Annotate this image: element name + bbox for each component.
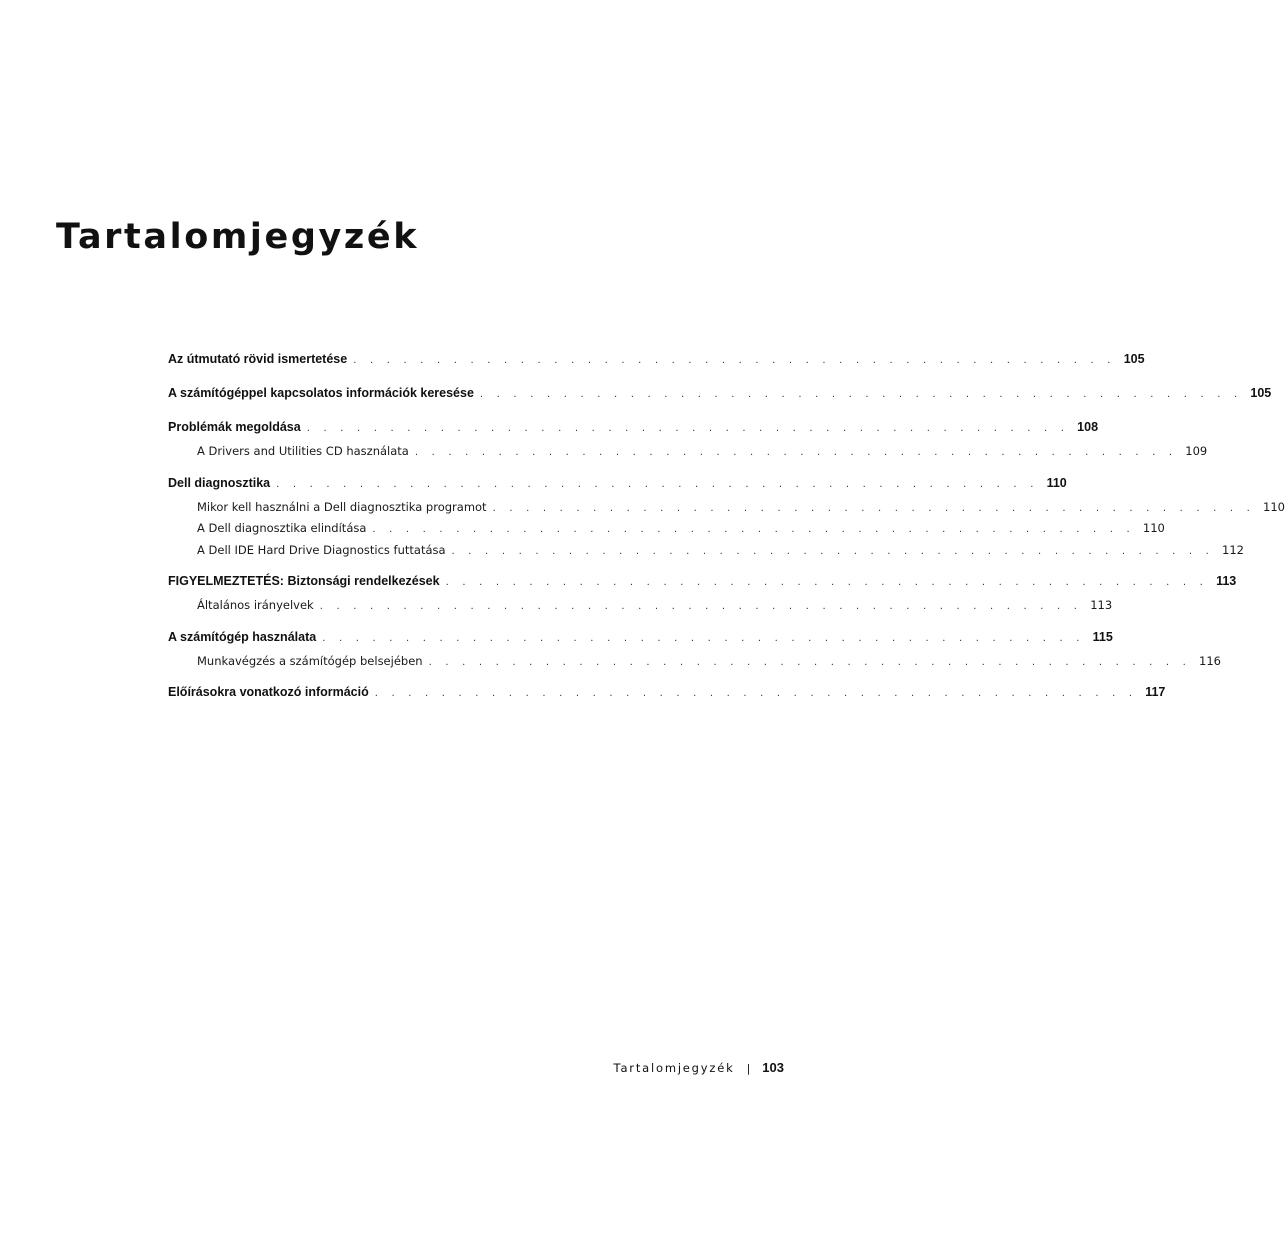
toc-entry-page: 110 xyxy=(1263,499,1285,514)
toc-entry-page: 116 xyxy=(1199,653,1221,668)
page-footer xyxy=(614,1060,784,1075)
toc-dot-leader: . . . . . . . . . . . . . . . . . . . . . . . . . . . . . . . . . . . . . . . . . . . . . . xyxy=(492,502,1256,514)
toc-entry-label: Az útmutató rövid ismertetése xyxy=(168,352,348,366)
toc-dot-leader: . . . . . . . . . . . . . . . . . . . . . . . . . . . . . . . . . . . . . . . . . . . . . . xyxy=(306,423,1070,434)
toc-dot-leader: . . . . . . . . . . . . . . . . . . . . . . . . . . . . . . . . . . . . . . . . . . . . . . xyxy=(276,478,1039,490)
toc-entry-page: 105 xyxy=(1123,352,1145,366)
toc-subentry[interactable] xyxy=(168,499,1285,522)
toc-entry-label: Mikor kell használni a Dell diagnosztika programot xyxy=(197,499,487,514)
toc-entry-page: 113 xyxy=(1216,574,1237,588)
toc-entry[interactable] xyxy=(168,352,1145,376)
toc-dot-leader: . . . . . . . . . . . . . . . . . . . . . . . . . . . . . . . . . . . . . . . . . . . . . . xyxy=(319,601,1083,612)
toc-entry-page: 110 xyxy=(1142,521,1165,535)
footer-title: Tartalomjegyzék xyxy=(613,1061,735,1075)
toc-entry-label: A Dell IDE Hard Drive Diagnostics futtatása xyxy=(197,542,446,557)
toc-entry-label: Problémák megoldása xyxy=(168,420,301,434)
toc-entry-label: A számítógép használata xyxy=(168,629,317,644)
toc-entry-label: Általános irányelvek xyxy=(197,598,314,612)
toc-dot-leader: . . . . . . . . . . . . . . . . . . . . . . . . . . . . . . . . . . . . . . . . . . . . . . xyxy=(414,447,1178,458)
toc-entry-page: 109 xyxy=(1185,444,1208,458)
page-title: Tartalomjegyzék xyxy=(56,217,420,257)
toc-entry[interactable] xyxy=(168,420,1099,444)
toc-entry-label: A számítógéppel kapcsolatos információk keresése xyxy=(168,386,474,400)
toc-dot-leader: . . . . . . . . . . . . . . . . . . . . . . . . . . . . . . . . . . . . . . . . . . . . . . xyxy=(479,389,1243,400)
toc-entry-label: Előírásokra vonatkozó információ xyxy=(168,685,369,699)
toc-subentry[interactable] xyxy=(168,444,1208,466)
toc-entry-label: FIGYELMEZTETÉS: Biztonsági rendelkezések xyxy=(168,574,440,588)
toc-entry[interactable] xyxy=(168,386,1272,410)
toc-dot-leader: . . . . . . . . . . . . . . . . . . . . . . . . . . . . . . . . . . . . . . . . . . . . . . xyxy=(445,577,1209,588)
toc-entry-page: 110 xyxy=(1046,475,1067,490)
footer-page-number: 103 xyxy=(762,1060,784,1075)
toc-dot-leader: . . . . . . . . . . . . . . . . . . . . . . . . . . . . . . . . . . . . . . . . . . . . . . xyxy=(428,656,1192,668)
toc-subentry[interactable] xyxy=(168,598,1113,620)
toc-dot-leader: . . . . . . . . . . . . . . . . . . . . . . . . . . . . . . . . . . . . . . . . . . . . . . xyxy=(353,355,1116,366)
table-of-contents xyxy=(168,352,1285,709)
toc-subentry[interactable] xyxy=(168,653,1221,676)
toc-entry-page: 117 xyxy=(1145,685,1166,699)
toc-entry-page: 108 xyxy=(1077,420,1099,434)
toc-entry[interactable] xyxy=(168,475,1067,500)
toc-dot-leader: . . . . . . . . . . . . . . . . . . . . . . . . . . . . . . . . . . . . . . . . . . . . . . xyxy=(374,688,1138,699)
toc-entry-page: 105 xyxy=(1250,386,1272,400)
toc-entry[interactable] xyxy=(168,629,1113,654)
toc-subentry[interactable] xyxy=(168,521,1165,543)
toc-dot-leader: . . . . . . . . . . . . . . . . . . . . . . . . . . . . . . . . . . . . . . . . . . . . . . xyxy=(322,632,1085,644)
toc-entry[interactable] xyxy=(168,574,1237,598)
toc-entry-label: Munkavégzés a számítógép belsejében xyxy=(197,653,423,668)
toc-entry-page: 113 xyxy=(1090,598,1113,612)
footer-separator: | xyxy=(746,1062,751,1075)
toc-entry[interactable] xyxy=(168,685,1166,709)
toc-entry-page: 112 xyxy=(1222,542,1244,557)
toc-dot-leader: . . . . . . . . . . . . . . . . . . . . . . . . . . . . . . . . . . . . . . . . . . . . . . xyxy=(372,524,1135,535)
toc-dot-leader: . . . . . . . . . . . . . . . . . . . . . . . . . . . . . . . . . . . . . . . . . . . . . . xyxy=(451,545,1215,557)
toc-entry-page: 115 xyxy=(1092,629,1113,644)
toc-subentry[interactable] xyxy=(168,542,1244,565)
toc-entry-label: A Dell diagnosztika elindítása xyxy=(197,521,367,535)
toc-entry-label: Dell diagnosztika xyxy=(168,475,271,490)
toc-entry-label: A Drivers and Utilities CD használata xyxy=(197,444,409,458)
